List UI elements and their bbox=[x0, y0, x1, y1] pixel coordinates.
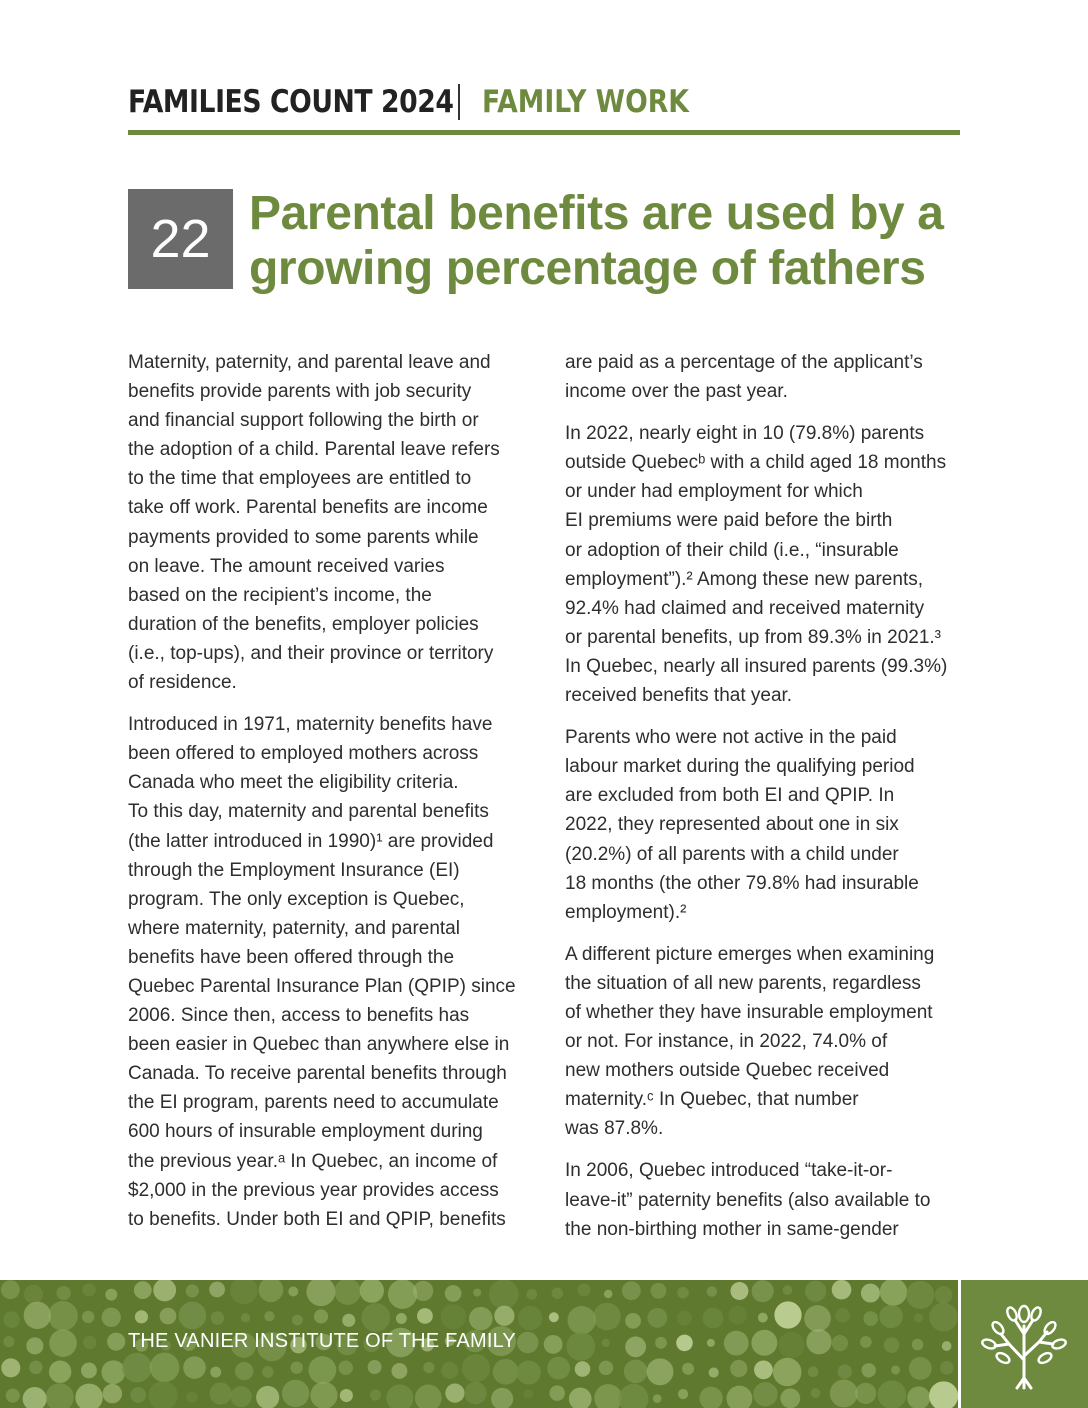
decorative-dot bbox=[308, 1356, 336, 1384]
decorative-dot bbox=[49, 1329, 77, 1357]
decorative-dot bbox=[599, 1361, 613, 1375]
text-line: the adoption of a child. Parental leave refers bbox=[128, 439, 500, 461]
text-line: labour market during the qualifying period bbox=[565, 756, 915, 778]
decorative-dot bbox=[653, 1394, 662, 1403]
text-line: 2006. Since then, access to benefits has bbox=[128, 1005, 470, 1027]
text-line: 18 months (the other 79.8% had insurable bbox=[565, 872, 919, 894]
decorative-dot bbox=[863, 1311, 878, 1326]
decorative-dot bbox=[29, 1361, 42, 1374]
text-line: and financial support following the birth or bbox=[128, 410, 479, 432]
decorative-dot bbox=[577, 1283, 590, 1296]
decorative-dot bbox=[209, 1282, 225, 1298]
decorative-dot bbox=[878, 1380, 907, 1408]
decorative-dot bbox=[602, 1339, 610, 1347]
article-title bbox=[249, 186, 969, 296]
text-line: (the latter introduced in 1990)¹ are provided bbox=[128, 830, 494, 852]
text-line: income over the past year. bbox=[565, 381, 788, 403]
decorative-dot bbox=[6, 1389, 20, 1403]
text-line: (i.e., top-ups), and their province or territory bbox=[128, 642, 494, 664]
decorative-dot bbox=[549, 1312, 559, 1322]
decorative-dot bbox=[262, 1366, 274, 1378]
decorative-dot bbox=[806, 1329, 831, 1354]
decorative-dot bbox=[758, 1313, 768, 1323]
decorative-dot bbox=[647, 1358, 674, 1385]
decorative-dot bbox=[575, 1361, 591, 1377]
decorative-dot bbox=[778, 1332, 804, 1358]
decorative-dot bbox=[445, 1285, 462, 1302]
text-line: of whether they have insurable employment bbox=[565, 1001, 933, 1023]
text-line: 92.4% had claimed and received maternity bbox=[565, 597, 925, 619]
text-line: or parental benefits, up from 89.3% in 2021.³ bbox=[565, 626, 942, 648]
decorative-dot bbox=[832, 1335, 848, 1351]
article-number: 22 bbox=[128, 189, 233, 289]
text-line: or under had employment for which bbox=[565, 481, 863, 503]
decorative-dot bbox=[804, 1305, 831, 1332]
text-line: Canada who meet the eligibility criteria. bbox=[128, 772, 459, 794]
paragraph bbox=[565, 419, 960, 710]
decorative-dot bbox=[259, 1280, 284, 1302]
decorative-dot bbox=[122, 1353, 152, 1383]
text-line: outside Quebecᵇ with a child aged 18 months bbox=[565, 452, 947, 474]
decorative-dot bbox=[153, 1280, 176, 1301]
decorative-dot bbox=[730, 1282, 748, 1300]
decorative-dot bbox=[292, 1315, 303, 1326]
decorative-dot bbox=[413, 1281, 433, 1301]
decorative-dot bbox=[24, 1302, 51, 1329]
text-line: to benefits. Under both EI and QPIP, benefits bbox=[128, 1208, 506, 1230]
decorative-dot bbox=[462, 1354, 490, 1382]
decorative-dot bbox=[524, 1389, 534, 1399]
text-line: received benefits that year. bbox=[565, 685, 793, 707]
decorative-dot bbox=[625, 1313, 641, 1329]
decorative-dot bbox=[231, 1386, 252, 1407]
decorative-dot bbox=[730, 1360, 747, 1377]
text-line: or adoption of their child (i.e., “insurable bbox=[565, 539, 899, 561]
decorative-dot bbox=[339, 1360, 353, 1374]
decorative-dot bbox=[624, 1360, 648, 1384]
decorative-dot bbox=[489, 1280, 519, 1309]
decorative-dot bbox=[782, 1285, 792, 1295]
decorative-dot bbox=[235, 1362, 253, 1380]
decorative-dot bbox=[935, 1286, 953, 1304]
decorative-dot bbox=[907, 1386, 930, 1408]
decorative-dot bbox=[441, 1304, 466, 1329]
text-line: the EI program, parents need to accumulate bbox=[128, 1092, 499, 1114]
decorative-dot bbox=[82, 1283, 95, 1296]
decorative-dot bbox=[752, 1280, 774, 1302]
decorative-dot bbox=[942, 1341, 952, 1351]
decorative-dot bbox=[884, 1337, 899, 1352]
decorative-dot bbox=[855, 1383, 876, 1404]
decorative-dot bbox=[264, 1311, 274, 1321]
decorative-dot bbox=[552, 1287, 563, 1298]
decorative-dot bbox=[1, 1358, 20, 1377]
decorative-dot bbox=[186, 1284, 199, 1297]
decorative-dot bbox=[469, 1307, 493, 1331]
text-line: 600 hours of insurable employment during bbox=[128, 1121, 483, 1143]
decorative-dot bbox=[473, 1288, 481, 1296]
decorative-dot bbox=[569, 1388, 592, 1408]
decorative-dot bbox=[808, 1366, 819, 1377]
text-line: $2,000 in the previous year provides access bbox=[128, 1179, 499, 1201]
decorative-dot bbox=[860, 1336, 872, 1348]
paragraph bbox=[565, 940, 960, 1144]
decorative-dot bbox=[707, 1286, 717, 1296]
text-line: been easier in Quebec than anywhere else in bbox=[128, 1034, 510, 1056]
decorative-dot bbox=[929, 1303, 958, 1332]
decorative-dot bbox=[593, 1303, 621, 1331]
decorative-dot bbox=[370, 1390, 381, 1401]
text-line: take off work. Parental benefits are income bbox=[128, 497, 488, 519]
text-line: are excluded from both EI and QPIP. In bbox=[565, 785, 895, 807]
text-line: Parents who were not active in the paid bbox=[565, 727, 897, 749]
decorative-dot bbox=[210, 1382, 232, 1404]
decorative-dot bbox=[445, 1383, 464, 1402]
decorative-dot bbox=[699, 1387, 722, 1408]
decorative-dot bbox=[682, 1363, 694, 1375]
decorative-dot bbox=[306, 1280, 335, 1306]
decorative-dot bbox=[82, 1311, 94, 1323]
tree-logo-icon bbox=[979, 1298, 1069, 1390]
decorative-dot bbox=[650, 1283, 666, 1299]
text-line: was 87.8%. bbox=[565, 1118, 664, 1140]
text-line: employment).² bbox=[565, 901, 687, 923]
text-line: the situation of all new parents, regardless bbox=[565, 972, 921, 994]
decorative-dot bbox=[830, 1379, 858, 1407]
title-line: growing percentage of fathers bbox=[249, 242, 926, 295]
text-line: benefits have been offered through the bbox=[128, 946, 455, 968]
decorative-dot bbox=[310, 1382, 337, 1408]
decorative-dot bbox=[464, 1382, 486, 1404]
text-line: To this day, maternity and parental benefits bbox=[128, 801, 489, 823]
decorative-dot bbox=[368, 1360, 382, 1374]
decorative-dot bbox=[26, 1337, 43, 1354]
paragraph bbox=[128, 710, 523, 1234]
decorative-dot bbox=[183, 1356, 206, 1379]
decorative-dot bbox=[751, 1330, 777, 1356]
decorative-dot bbox=[879, 1305, 903, 1329]
decorative-dot bbox=[811, 1388, 821, 1398]
decorative-dot bbox=[703, 1307, 724, 1328]
text-line: are paid as a percentage of the applicant’s bbox=[565, 352, 923, 373]
text-line: where maternity, paternity, and parental bbox=[128, 917, 460, 939]
organization-name: THE VANIER INSTITUTE OF THE FAMILY bbox=[128, 1330, 516, 1352]
decorative-dot bbox=[549, 1385, 564, 1400]
decorative-dot bbox=[150, 1353, 180, 1383]
decorative-dot bbox=[57, 1286, 71, 1300]
decorative-dot bbox=[493, 1359, 519, 1385]
paragraph bbox=[565, 723, 960, 927]
decorative-dot bbox=[415, 1384, 442, 1408]
decorative-dot bbox=[773, 1358, 801, 1386]
decorative-dot bbox=[880, 1280, 907, 1306]
decorative-dot bbox=[566, 1332, 595, 1361]
decorative-dot bbox=[676, 1335, 693, 1352]
text-line: (20.2%) of all parents with a child under bbox=[565, 843, 899, 865]
decorative-dot bbox=[441, 1362, 458, 1379]
decorative-dot bbox=[677, 1311, 692, 1326]
text-line: been offered to employed mothers across bbox=[128, 743, 479, 765]
left-column bbox=[128, 348, 523, 1247]
decorative-dot bbox=[678, 1389, 688, 1399]
decorative-dot bbox=[774, 1301, 801, 1328]
decorative-dot bbox=[81, 1363, 97, 1379]
decorative-dot bbox=[604, 1290, 612, 1298]
decorative-dot bbox=[707, 1339, 715, 1347]
decorative-dot bbox=[914, 1313, 923, 1322]
text-line: program. The only exception is Quebec, bbox=[128, 888, 465, 910]
decorative-dot bbox=[753, 1382, 777, 1406]
paragraph bbox=[565, 348, 960, 406]
text-line: In 2006, Quebec introduced “take-it-or- bbox=[565, 1160, 893, 1182]
decorative-dot bbox=[906, 1281, 934, 1309]
decorative-dot bbox=[75, 1384, 102, 1408]
decorative-dot bbox=[594, 1384, 622, 1408]
decorative-dot bbox=[361, 1303, 390, 1332]
text-line: Quebec Parental Insurance Plan (QPIP) since bbox=[128, 975, 516, 997]
decorative-dot bbox=[832, 1280, 852, 1300]
decorative-dot bbox=[909, 1357, 932, 1380]
text-line: A different picture emerges when examining bbox=[565, 943, 935, 965]
decorative-dot bbox=[547, 1357, 570, 1380]
text-line: maternity.ᶜ In Quebec, that number bbox=[565, 1089, 859, 1111]
text-line: employment”).² Among these new parents, bbox=[565, 568, 924, 590]
decorative-dot bbox=[340, 1389, 353, 1402]
decorative-dot bbox=[386, 1384, 413, 1408]
decorative-dot bbox=[134, 1281, 152, 1299]
header-bar bbox=[128, 80, 960, 124]
decorative-dot bbox=[805, 1281, 826, 1302]
text-line: on leave. The amount received varies bbox=[128, 555, 445, 577]
decorative-dot bbox=[342, 1314, 355, 1327]
decorative-dot bbox=[211, 1311, 225, 1325]
decorative-dot bbox=[46, 1383, 74, 1408]
decorative-dot bbox=[282, 1380, 309, 1407]
paragraph bbox=[565, 1156, 960, 1243]
title-line: Parental benefits are used by a bbox=[249, 187, 944, 240]
decorative-dot bbox=[135, 1310, 148, 1323]
decorative-dot bbox=[862, 1363, 876, 1377]
right-column bbox=[565, 348, 960, 1257]
section-title: FAMILY WORK bbox=[482, 84, 689, 120]
text-line: new mothers outside Quebec received bbox=[565, 1060, 890, 1082]
decorative-dot bbox=[625, 1336, 646, 1357]
text-line: duration of the benefits, employer policies bbox=[128, 613, 479, 635]
decorative-dot bbox=[23, 1387, 47, 1408]
decorative-dot bbox=[526, 1289, 537, 1300]
text-line: of residence. bbox=[128, 672, 237, 694]
text-line: leave-it” paternity benefits (also available to bbox=[565, 1189, 931, 1211]
text-line: or not. For instance, in 2022, 74.0% of bbox=[565, 1031, 888, 1053]
decorative-dot bbox=[1, 1280, 20, 1299]
text-line: EI premiums were paid before the birth bbox=[565, 510, 893, 532]
decorative-dot bbox=[3, 1311, 20, 1328]
decorative-dot bbox=[256, 1386, 279, 1408]
decorative-dot bbox=[396, 1313, 407, 1324]
text-line: the previous year.ᵃ In Quebec, an income of bbox=[128, 1150, 498, 1172]
decorative-dot bbox=[647, 1308, 667, 1328]
decorative-dot bbox=[517, 1332, 538, 1353]
decorative-dot bbox=[724, 1331, 749, 1356]
decorative-dot bbox=[105, 1289, 117, 1301]
text-line: through the Employment Insurance (EI) bbox=[128, 859, 460, 881]
decorative-dot bbox=[568, 1306, 596, 1334]
decorative-dot bbox=[929, 1381, 958, 1408]
text-line: based on the recipient’s income, the bbox=[128, 584, 432, 606]
decorative-dot bbox=[727, 1386, 753, 1408]
decorative-dot bbox=[655, 1337, 667, 1349]
decorative-dot bbox=[102, 1308, 121, 1327]
decorative-dot bbox=[494, 1306, 514, 1326]
decorative-dot bbox=[423, 1362, 434, 1373]
header-rule bbox=[128, 130, 960, 135]
decorative-dot bbox=[780, 1388, 800, 1408]
decorative-dot bbox=[288, 1286, 298, 1296]
series-title: FAMILIES COUNT 2024 bbox=[128, 84, 454, 120]
decorative-dot bbox=[491, 1388, 513, 1408]
text-line: In 2022, nearly eight in 10 (79.8%) parents bbox=[565, 423, 925, 445]
decorative-dot bbox=[48, 1301, 78, 1331]
decorative-dot bbox=[160, 1308, 177, 1325]
decorative-dot bbox=[392, 1363, 408, 1379]
footer bbox=[0, 1280, 1088, 1408]
text-line: Introduced in 1971, maternity benefits have bbox=[128, 714, 493, 736]
decorative-dot bbox=[417, 1308, 433, 1324]
decorative-dot bbox=[891, 1365, 900, 1374]
decorative-dot bbox=[103, 1384, 122, 1403]
decorative-dot bbox=[83, 1336, 97, 1350]
decorative-dot bbox=[912, 1339, 924, 1351]
decorative-dot bbox=[49, 1361, 71, 1383]
decorative-dot bbox=[518, 1306, 542, 1330]
text-line: to the time that employees are entitled to bbox=[128, 468, 472, 490]
header-divider bbox=[458, 84, 460, 120]
decorative-dot bbox=[241, 1313, 250, 1322]
decorative-dot bbox=[186, 1391, 197, 1402]
decorative-dot bbox=[622, 1281, 641, 1300]
decorative-dot bbox=[861, 1284, 880, 1303]
decorative-dot bbox=[290, 1361, 302, 1373]
decorative-dot bbox=[837, 1364, 851, 1378]
decorative-dot bbox=[835, 1308, 850, 1323]
decorative-dot bbox=[314, 1309, 328, 1323]
logo-panel bbox=[958, 1280, 1088, 1408]
decorative-dot bbox=[517, 1361, 541, 1385]
text-line: the non-birthing mother in same-gender bbox=[565, 1218, 899, 1240]
text-line: benefits provide parents with job security bbox=[128, 381, 472, 403]
text-line: Maternity, paternity, and parental leave and bbox=[128, 352, 491, 373]
decorative-dot bbox=[24, 1285, 43, 1304]
decorative-dot bbox=[754, 1360, 773, 1379]
decorative-dot bbox=[230, 1280, 257, 1304]
decorative-dot bbox=[334, 1280, 360, 1305]
decorative-dot bbox=[130, 1387, 146, 1403]
decorative-dot bbox=[709, 1367, 719, 1377]
paragraph bbox=[128, 348, 523, 697]
decorative-dot bbox=[940, 1361, 954, 1375]
decorative-dot bbox=[360, 1280, 384, 1303]
decorative-dot bbox=[101, 1360, 125, 1384]
decorative-dot bbox=[544, 1335, 563, 1354]
decorative-dot bbox=[619, 1384, 649, 1408]
decorative-dot bbox=[179, 1302, 207, 1330]
decorative-dot bbox=[107, 1333, 125, 1351]
decorative-dot bbox=[210, 1367, 221, 1378]
decorative-dot bbox=[388, 1280, 417, 1309]
text-line: Canada. To receive parental benefits through bbox=[128, 1063, 507, 1085]
decorative-dot bbox=[728, 1306, 747, 1325]
decorative-dot bbox=[3, 1336, 14, 1347]
text-line: payments provided to some parents while bbox=[128, 526, 479, 548]
decorative-dot bbox=[677, 1287, 689, 1299]
decorative-dot bbox=[148, 1381, 177, 1408]
text-line: In Quebec, nearly all insured parents (99.3%) bbox=[565, 655, 948, 677]
text-line: 2022, they represented about one in six bbox=[565, 814, 899, 836]
